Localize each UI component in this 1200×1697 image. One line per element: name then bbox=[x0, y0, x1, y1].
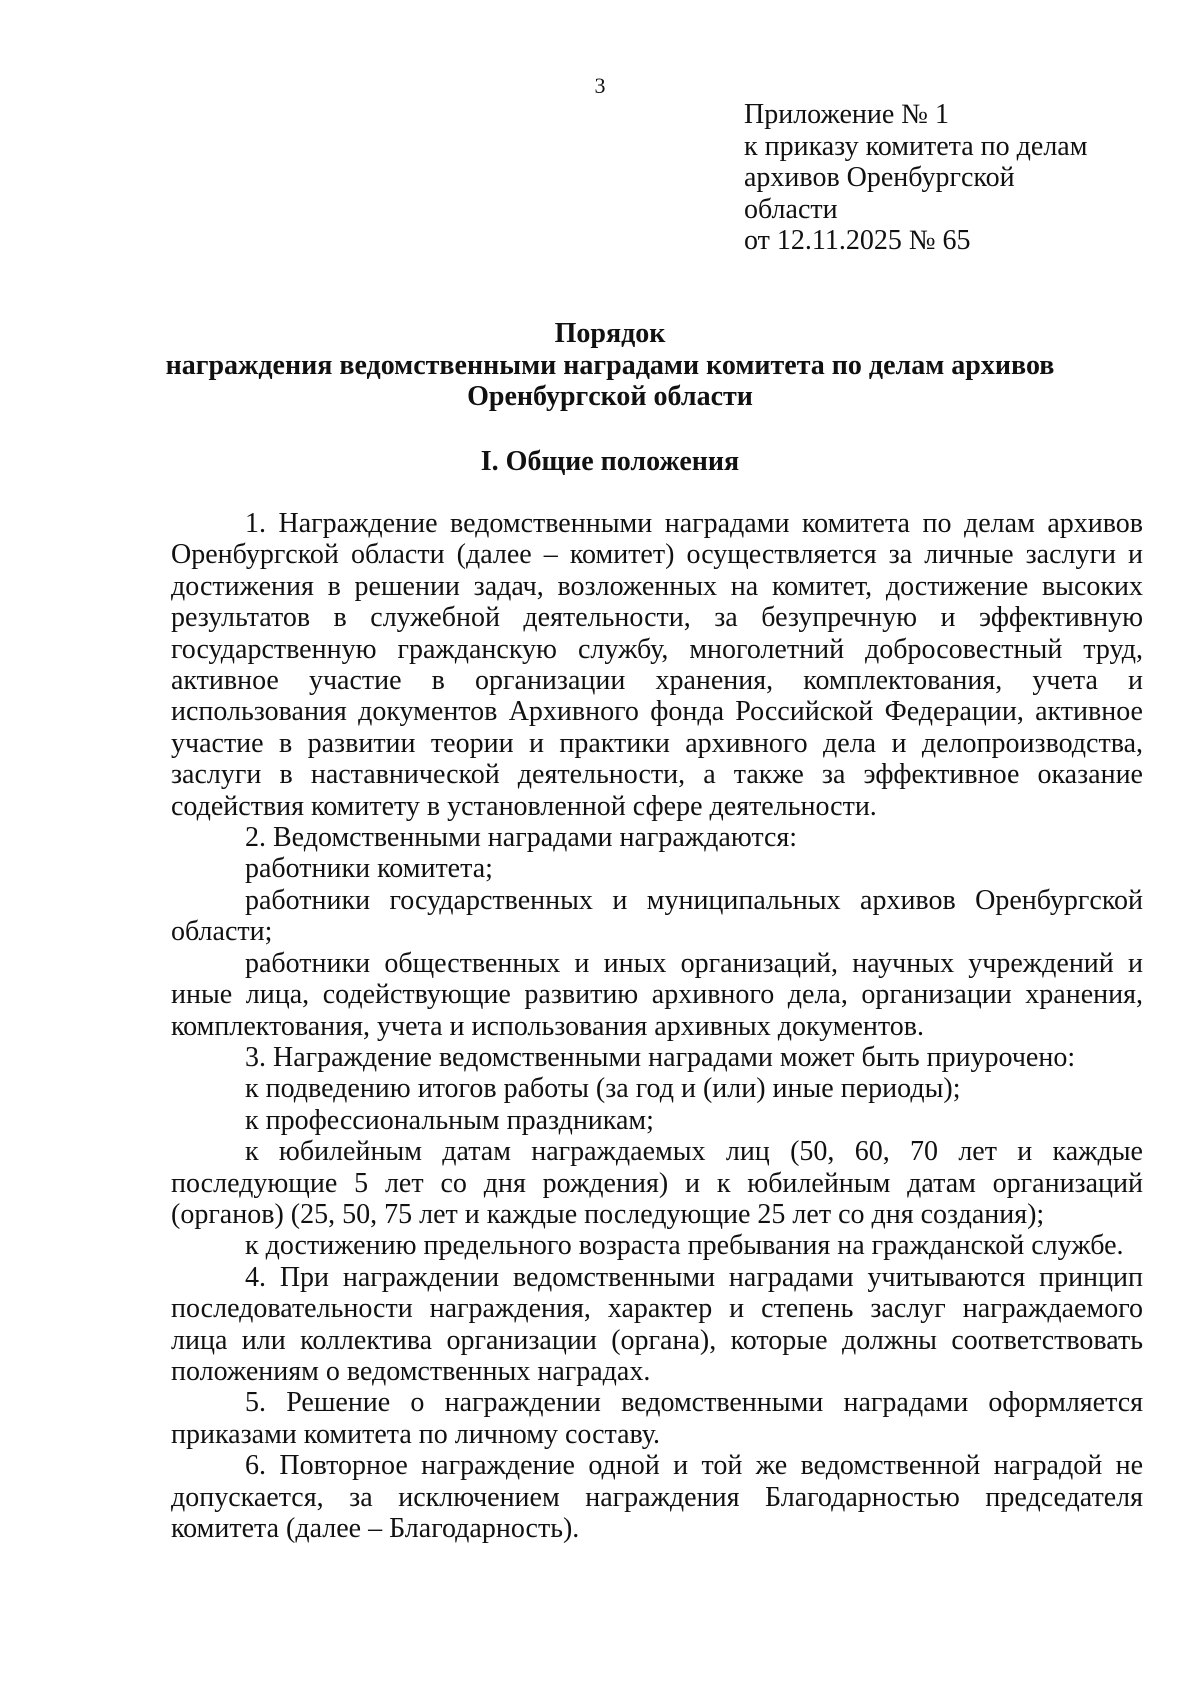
appendix-line: области bbox=[744, 193, 838, 225]
paragraph: к юбилейным датам награждаемых лиц (50, 60, 70 лет и каждые последующие 5 лет со дня рождения) и к юбилейным датам организаций (органов) (25, 50, 75 лет и каждые последующие 25 лет со дня создания); bbox=[171, 1136, 1143, 1230]
title-line: Порядок bbox=[554, 318, 666, 349]
paragraph: к достижению предельного возраста пребывания на гражданской службе. bbox=[245, 1230, 1124, 1262]
paragraph: 5. Решение о награждении ведомственными наградами оформляется приказами комитета по личному составу. bbox=[171, 1387, 1143, 1450]
paragraph: работники государственных и муниципальных архивов Оренбургской области; bbox=[171, 884, 1143, 948]
paragraph: 3. Награждение ведомственными наградами может быть приурочено: bbox=[245, 1041, 1076, 1073]
page-number: 3 bbox=[594, 73, 606, 98]
paragraph: 2. Ведомственными наградами награждаются: bbox=[245, 822, 798, 854]
appendix-line: Приложение № 1 bbox=[744, 99, 949, 130]
paragraph: к подведению итогов работы (за год и (или) иные периоды); bbox=[245, 1073, 961, 1105]
appendix-line: к приказу комитета по делам bbox=[744, 130, 1088, 162]
paragraph: к профессиональным праздникам; bbox=[245, 1104, 654, 1136]
paragraph: 1. Награждение ведомственными наградами комитета по делам архивов Оренбургской области (далее – комитет) осуществляется за личные заслуги и достижения в решении задач, возложенных на комитет, достижение высоких результатов в служебной деятельности, за безупречную и эффективную государственную гражданскую службу, многолетний добросовестный труд, активное участие в организации хранения, комплектования, учета и использования документов Архивного фонда Российской Федерации, активное участие в развитии теории и практики архивного дела и делопроизводства, заслуги в наставнической деятельности, а также за эффективное оказание содействия комитету в установленной сфере деятельности. bbox=[171, 508, 1143, 822]
paragraph: 6. Повторное награждение одной и той же ведомственной наградой не допускается, за исключением награждения Благодарностью председателя комитета (далее – Благодарность). bbox=[171, 1450, 1143, 1544]
appendix-line: архивов Оренбургской bbox=[744, 162, 1015, 193]
document-title bbox=[150, 318, 1070, 413]
title-line: Оренбургской области bbox=[467, 381, 753, 412]
paragraph: работники комитета; bbox=[245, 853, 493, 885]
section-heading: I. Общие положения bbox=[480, 446, 740, 477]
paragraph: 4. При награждении ведомственными наградами учитываются принцип последовательности награждения, характер и степень заслуг награждаемого лица или коллектива организации (органа), которые должны соответствовать положениям о ведомственных наградах. bbox=[171, 1261, 1143, 1387]
paragraph: работники общественных и иных организаций, научных учреждений и иные лица, содействующие развитию архивного дела, организации хранения, комплектования, учета и использования архивных документов. bbox=[171, 947, 1143, 1042]
title-line: награждения ведомственными наградами комитета по делам архивов bbox=[165, 349, 1055, 381]
appendix-line: от 12.11.2025 № 65 bbox=[744, 225, 971, 256]
appendix-block bbox=[744, 99, 1164, 257]
document-body bbox=[171, 508, 1143, 1544]
